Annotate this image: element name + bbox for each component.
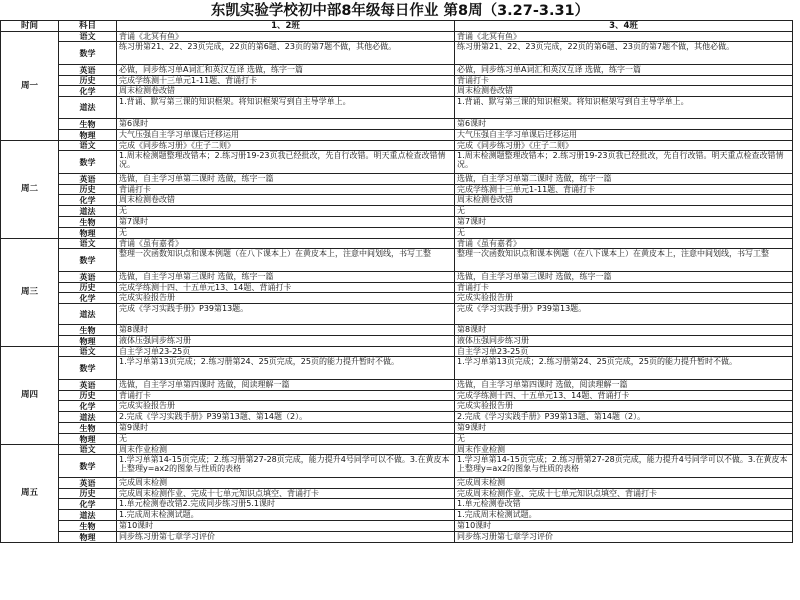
- homework-cell-class-1-2: 液体压强同步练习册: [117, 336, 455, 347]
- table-row: [1, 217, 793, 228]
- subject-english: 英语: [59, 478, 117, 489]
- homework-table: [0, 20, 793, 543]
- day-cell: 周一: [1, 32, 59, 141]
- homework-cell-class-1-2: 无: [117, 206, 455, 217]
- homework-cell-class-3-4: 周末作业检测: [455, 445, 793, 455]
- subject-chinese: 语文: [59, 141, 117, 151]
- homework-cell-class-3-4: 大气压强自主学习单课后迁移运用: [455, 130, 793, 141]
- homework-cell-class-1-2: 完成《同步练习册》《庄子二则》: [117, 141, 455, 151]
- header-subject: 科目: [59, 21, 117, 32]
- subject-biology: 生物: [59, 325, 117, 336]
- homework-table-body: [1, 21, 793, 543]
- homework-cell-class-3-4: 1.完成周末检测试题。: [455, 510, 793, 521]
- subject-chemistry: 化学: [59, 401, 117, 412]
- table-row: [1, 141, 793, 151]
- table-row: [1, 239, 793, 249]
- homework-cell-class-3-4: 1.学习单第13页完成；2.练习册第24、25页完成，25页的能力提升暂时不做。: [455, 357, 793, 380]
- subject-english: 英语: [59, 272, 117, 283]
- homework-cell-class-3-4: 2.完成《学习实践手册》P39第13题、第14题（2）。: [455, 412, 793, 423]
- subject-biology: 生物: [59, 119, 117, 130]
- subject-chemistry: 化学: [59, 86, 117, 97]
- homework-cell-class-1-2: 完成实验报告册: [117, 401, 455, 412]
- table-row: [1, 249, 793, 272]
- homework-cell-class-1-2: 周末检测卷改错: [117, 195, 455, 206]
- homework-cell-class-3-4: 选做，自主学习单第三课时 选做，练字一篇: [455, 272, 793, 283]
- table-row: [1, 195, 793, 206]
- table-row: [1, 391, 793, 401]
- subject-biology: 生物: [59, 521, 117, 532]
- subject-math: 数学: [59, 249, 117, 272]
- homework-cell-class-1-2: 周末检测卷改错: [117, 86, 455, 97]
- table-row: [1, 206, 793, 217]
- homework-cell-class-3-4: 无: [455, 434, 793, 445]
- table-row: [1, 130, 793, 141]
- table-row: [1, 412, 793, 423]
- homework-cell-class-1-2: 1.背诵、默写第三课的知识框架。将知识框架写到自主导学单上。: [117, 97, 455, 119]
- table-row: [1, 32, 793, 42]
- table-row: [1, 489, 793, 499]
- homework-cell-class-1-2: 第8课时: [117, 325, 455, 336]
- subject-physics: 物理: [59, 336, 117, 347]
- subject-ethics: 道法: [59, 206, 117, 217]
- homework-cell-class-1-2: 选做，自主学习单第二课时 选做，练字一篇: [117, 174, 455, 185]
- homework-cell-class-3-4: 周末检测卷改错: [455, 195, 793, 206]
- subject-english: 英语: [59, 174, 117, 185]
- subject-history: 历史: [59, 185, 117, 195]
- table-row: [1, 185, 793, 195]
- subject-physics: 物理: [59, 434, 117, 445]
- subject-chinese: 语文: [59, 32, 117, 42]
- subject-chemistry: 化学: [59, 195, 117, 206]
- homework-cell-class-1-2: 背诵《虽有嘉肴》: [117, 239, 455, 249]
- homework-cell-class-3-4: 完成学练测十四、十五单元13、14题、背诵打卡: [455, 391, 793, 401]
- table-row: [1, 174, 793, 185]
- subject-physics: 物理: [59, 130, 117, 141]
- subject-history: 历史: [59, 76, 117, 86]
- table-row: [1, 401, 793, 412]
- day-cell: 周二: [1, 141, 59, 239]
- table-row: [1, 65, 793, 76]
- homework-cell-class-1-2: 第7课时: [117, 217, 455, 228]
- homework-cell-class-1-2: 周末作业检测: [117, 445, 455, 455]
- subject-english: 英语: [59, 65, 117, 76]
- homework-cell-class-3-4: 完成《同步练习册》《庄子二则》: [455, 141, 793, 151]
- homework-cell-class-1-2: 选做，自主学习单第三课时 选做，练字一篇: [117, 272, 455, 283]
- table-row: [1, 357, 793, 380]
- homework-cell-class-1-2: 完成周末检测: [117, 478, 455, 489]
- table-row: [1, 445, 793, 455]
- table-row: [1, 336, 793, 347]
- homework-cell-class-1-2: 第6课时: [117, 119, 455, 130]
- homework-cell-class-1-2: 同步练习册第七章学习评价: [117, 532, 455, 543]
- homework-cell-class-3-4: 完成周末检测作业、完成十七单元知识点填空、背诵打卡: [455, 489, 793, 499]
- homework-cell-class-1-2: 完成实验报告册: [117, 293, 455, 304]
- subject-history: 历史: [59, 283, 117, 293]
- homework-cell-class-1-2: 无: [117, 228, 455, 239]
- subject-history: 历史: [59, 391, 117, 401]
- day-cell: 周四: [1, 347, 59, 445]
- homework-cell-class-3-4: 同步练习册第七章学习评价: [455, 532, 793, 543]
- subject-biology: 生物: [59, 423, 117, 434]
- page-title: 东凯实验学校初中部8年级每日作业 第8周（3.27-3.31）: [210, 3, 590, 19]
- day-cell: 周三: [1, 239, 59, 347]
- homework-cell-class-1-2: 完成周末检测作业、完成十七单元知识点填空、背诵打卡: [117, 489, 455, 499]
- homework-cell-class-3-4: 完成学练测十三单元1-11题、背诵打卡: [455, 185, 793, 195]
- table-row: [1, 86, 793, 97]
- table-row: [1, 304, 793, 325]
- table-row: [1, 76, 793, 86]
- homework-cell-class-1-2: 背诵打卡: [117, 391, 455, 401]
- homework-cell-class-3-4: 无: [455, 206, 793, 217]
- homework-cell-class-3-4: 自主学习单23-25页: [455, 347, 793, 357]
- header-class-1-2: 1、2班: [117, 21, 455, 32]
- homework-cell-class-3-4: 选做，自主学习单第四课时 选做，阅读理解一篇: [455, 380, 793, 391]
- table-row: [1, 97, 793, 119]
- homework-cell-class-1-2: 第9课时: [117, 423, 455, 434]
- homework-cell-class-1-2: 2.完成《学习实践手册》P39第13题、第14题（2）。: [117, 412, 455, 423]
- subject-physics: 物理: [59, 228, 117, 239]
- subject-chinese: 语文: [59, 347, 117, 357]
- subject-physics: 物理: [59, 532, 117, 543]
- homework-cell-class-3-4: 背诵打卡: [455, 283, 793, 293]
- subject-ethics: 道法: [59, 304, 117, 325]
- subject-history: 历史: [59, 489, 117, 499]
- homework-cell-class-3-4: 完成周末检测: [455, 478, 793, 489]
- homework-cell-class-1-2: 无: [117, 434, 455, 445]
- table-row: [1, 283, 793, 293]
- header-time: 时间: [1, 21, 59, 32]
- header-row: [1, 21, 793, 32]
- subject-chinese: 语文: [59, 239, 117, 249]
- table-row: [1, 228, 793, 239]
- subject-ethics: 道法: [59, 412, 117, 423]
- homework-cell-class-1-2: 完成学练测十三单元1-11题、背诵打卡: [117, 76, 455, 86]
- table-row: [1, 434, 793, 445]
- table-row: [1, 423, 793, 434]
- homework-cell-class-1-2: 练习册第21、22、23页完成，22页的第6题、23页的第7题不做，其他必做。: [117, 42, 455, 65]
- subject-chemistry: 化学: [59, 293, 117, 304]
- homework-cell-class-3-4: 第8课时: [455, 325, 793, 336]
- homework-cell-class-1-2: 选做，自主学习单第四课时 选做，阅读理解一篇: [117, 380, 455, 391]
- subject-biology: 生物: [59, 217, 117, 228]
- subject-math: 数学: [59, 151, 117, 174]
- table-row: [1, 325, 793, 336]
- subject-english: 英语: [59, 380, 117, 391]
- table-row: [1, 42, 793, 65]
- homework-cell-class-3-4: 1.背诵、默写第三课的知识框架。将知识框架写到自主导学单上。: [455, 97, 793, 119]
- subject-math: 数学: [59, 42, 117, 65]
- homework-cell-class-3-4: 背诵《虽有嘉肴》: [455, 239, 793, 249]
- subject-math: 数学: [59, 357, 117, 380]
- homework-cell-class-3-4: 1.周末检测题整理改错本；2.练习册19-23页我已经批改，先自行改错。明天重点检查改错情况。: [455, 151, 793, 174]
- subject-chemistry: 化学: [59, 499, 117, 510]
- homework-cell-class-1-2: 1.周末检测题整理改错本；2.练习册19-23页我已经批改，先自行改错。明天重点检查改错情况。: [117, 151, 455, 174]
- homework-cell-class-1-2: 1.单元检测卷改错2.完成同步练习册5.1课时: [117, 499, 455, 510]
- homework-cell-class-1-2: 背诵《北冥有鱼》: [117, 32, 455, 42]
- homework-cell-class-1-2: 第10课时: [117, 521, 455, 532]
- table-row: [1, 380, 793, 391]
- homework-cell-class-3-4: 必做，同步练习单A词汇和英汉互译 选做，练字一篇: [455, 65, 793, 76]
- homework-cell-class-3-4: 完成《学习实践手册》P39第13题。: [455, 304, 793, 325]
- table-row: [1, 510, 793, 521]
- table-row: [1, 272, 793, 283]
- table-row: [1, 151, 793, 174]
- homework-cell-class-3-4: 整理一次函数知识点和课本例题（在八下课本上）在黄皮本上，注意中间划线，书写工整: [455, 249, 793, 272]
- table-row: [1, 478, 793, 489]
- homework-cell-class-1-2: 大气压强自主学习单课后迁移运用: [117, 130, 455, 141]
- day-cell: 周五: [1, 445, 59, 543]
- table-row: [1, 532, 793, 543]
- homework-cell-class-1-2: 必做，同步练习单A词汇和英汉互译 选做，练字一篇: [117, 65, 455, 76]
- homework-cell-class-1-2: 1.完成周末检测试题。: [117, 510, 455, 521]
- homework-cell-class-1-2: 背诵打卡: [117, 185, 455, 195]
- homework-cell-class-1-2: 完成学练测十四、十五单元13、14题、背诵打卡: [117, 283, 455, 293]
- homework-cell-class-3-4: 第6课时: [455, 119, 793, 130]
- sheet-edge: [793, 20, 800, 600]
- header-class-3-4: 3、4班: [455, 21, 793, 32]
- homework-cell-class-3-4: 完成实验报告册: [455, 401, 793, 412]
- subject-ethics: 道法: [59, 97, 117, 119]
- homework-cell-class-3-4: 液体压强同步练习册: [455, 336, 793, 347]
- homework-cell-class-3-4: 第10课时: [455, 521, 793, 532]
- table-row: [1, 293, 793, 304]
- table-row: [1, 499, 793, 510]
- homework-cell-class-1-2: 整理一次函数知识点和课本例题（在八下课本上）在黄皮本上，注意中间划线，书写工整: [117, 249, 455, 272]
- homework-cell-class-3-4: 完成实验报告册: [455, 293, 793, 304]
- homework-cell-class-3-4: 第9课时: [455, 423, 793, 434]
- homework-cell-class-1-2: 1.学习单第14-15页完成；2.练习册第27-28页完成，能力提升4号同学可以不做。3.在黄皮本上整理y=ax2的图象与性质的表格: [117, 455, 455, 478]
- homework-cell-class-3-4: 选做，自主学习单第二课时 选做，练字一篇: [455, 174, 793, 185]
- subject-math: 数学: [59, 455, 117, 478]
- homework-cell-class-1-2: 自主学习单23-25页: [117, 347, 455, 357]
- homework-cell-class-3-4: 练习册第21、22、23页完成，22页的第6题、23页的第7题不做，其他必做。: [455, 42, 793, 65]
- homework-cell-class-1-2: 1.学习单第13页完成；2.练习册第24、25页完成，25页的能力提升暂时不做。: [117, 357, 455, 380]
- subject-ethics: 道法: [59, 510, 117, 521]
- homework-cell-class-3-4: 第7课时: [455, 217, 793, 228]
- table-row: [1, 521, 793, 532]
- table-row: [1, 455, 793, 478]
- homework-cell-class-3-4: 周末检测卷改错: [455, 86, 793, 97]
- homework-cell-class-3-4: 无: [455, 228, 793, 239]
- homework-cell-class-1-2: 完成《学习实践手册》P39第13题。: [117, 304, 455, 325]
- subject-chinese: 语文: [59, 445, 117, 455]
- homework-cell-class-3-4: 背诵《北冥有鱼》: [455, 32, 793, 42]
- homework-cell-class-3-4: 1.单元检测卷改错: [455, 499, 793, 510]
- homework-cell-class-3-4: 背诵打卡: [455, 76, 793, 86]
- table-row: [1, 347, 793, 357]
- homework-cell-class-3-4: 1.学习单第14-15页完成；2.练习册第27-28页完成，能力提升4号同学可以不做。3.在黄皮本上整理y=ax2的图象与性质的表格: [455, 455, 793, 478]
- table-row: [1, 119, 793, 130]
